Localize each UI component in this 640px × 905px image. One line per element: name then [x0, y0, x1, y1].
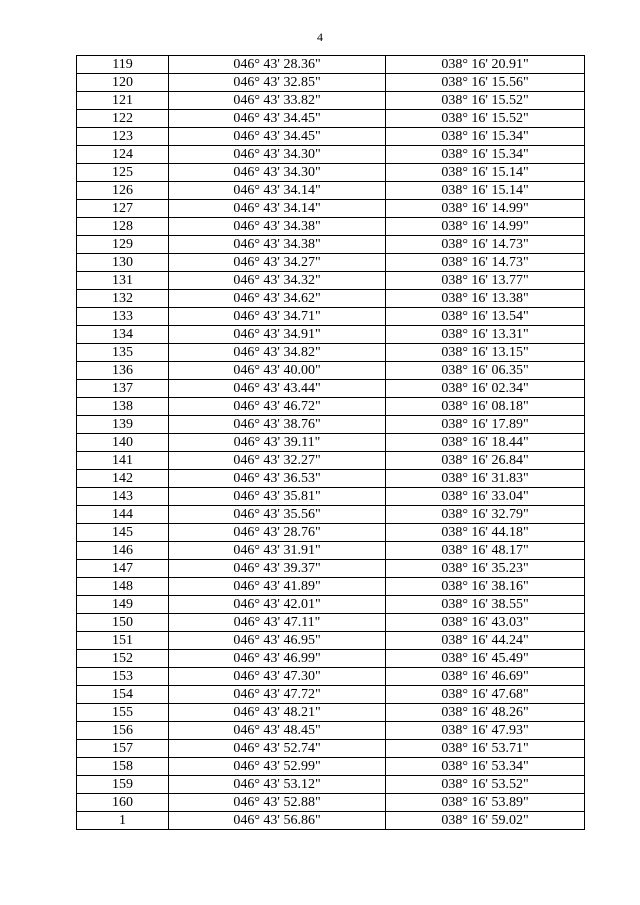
longitude-cell: 046° 43' 52.99" [169, 758, 386, 776]
table-row [77, 416, 585, 434]
longitude-cell: 046° 43' 39.11" [169, 434, 386, 452]
latitude-cell: 038° 16' 18.44" [386, 434, 585, 452]
table-row [77, 272, 585, 290]
longitude-cell: 046° 43' 46.72" [169, 398, 386, 416]
table-row [77, 128, 585, 146]
point-number-cell: 135 [77, 344, 169, 362]
latitude-cell: 038° 16' 53.52" [386, 776, 585, 794]
table-row [77, 380, 585, 398]
longitude-cell: 046° 43' 34.27" [169, 254, 386, 272]
table-row [77, 578, 585, 596]
table-row [77, 542, 585, 560]
latitude-cell: 038° 16' 45.49" [386, 650, 585, 668]
longitude-cell: 046° 43' 34.14" [169, 200, 386, 218]
coordinates-table-body [77, 56, 585, 830]
table-row [77, 740, 585, 758]
latitude-cell: 038° 16' 38.16" [386, 578, 585, 596]
point-number-cell: 126 [77, 182, 169, 200]
point-number-cell: 147 [77, 560, 169, 578]
table-row [77, 308, 585, 326]
table-row [77, 650, 585, 668]
latitude-cell: 038° 16' 26.84" [386, 452, 585, 470]
point-number-cell: 131 [77, 272, 169, 290]
latitude-cell: 038° 16' 15.34" [386, 146, 585, 164]
point-number-cell: 1 [77, 812, 169, 830]
table-row [77, 398, 585, 416]
longitude-cell: 046° 43' 31.91" [169, 542, 386, 560]
point-number-cell: 137 [77, 380, 169, 398]
point-number-cell: 158 [77, 758, 169, 776]
point-number-cell: 160 [77, 794, 169, 812]
longitude-cell: 046° 43' 34.38" [169, 236, 386, 254]
longitude-cell: 046° 43' 38.76" [169, 416, 386, 434]
point-number-cell: 127 [77, 200, 169, 218]
longitude-cell: 046° 43' 53.12" [169, 776, 386, 794]
longitude-cell: 046° 43' 43.44" [169, 380, 386, 398]
latitude-cell: 038° 16' 02.34" [386, 380, 585, 398]
longitude-cell: 046° 43' 32.85" [169, 74, 386, 92]
longitude-cell: 046° 43' 40.00" [169, 362, 386, 380]
point-number-cell: 151 [77, 632, 169, 650]
table-row [77, 326, 585, 344]
table-row [77, 290, 585, 308]
longitude-cell: 046° 43' 42.01" [169, 596, 386, 614]
point-number-cell: 123 [77, 128, 169, 146]
table-row [77, 236, 585, 254]
point-number-cell: 134 [77, 326, 169, 344]
latitude-cell: 038° 16' 38.55" [386, 596, 585, 614]
point-number-cell: 133 [77, 308, 169, 326]
latitude-cell: 038° 16' 35.23" [386, 560, 585, 578]
latitude-cell: 038° 16' 46.69" [386, 668, 585, 686]
table-row [77, 686, 585, 704]
longitude-cell: 046° 43' 34.71" [169, 308, 386, 326]
table-row [77, 506, 585, 524]
table-row [77, 110, 585, 128]
longitude-cell: 046° 43' 48.21" [169, 704, 386, 722]
latitude-cell: 038° 16' 48.17" [386, 542, 585, 560]
point-number-cell: 119 [77, 56, 169, 74]
point-number-cell: 140 [77, 434, 169, 452]
table-row [77, 668, 585, 686]
point-number-cell: 132 [77, 290, 169, 308]
latitude-cell: 038° 16' 53.71" [386, 740, 585, 758]
table-row [77, 344, 585, 362]
table-row [77, 758, 585, 776]
point-number-cell: 156 [77, 722, 169, 740]
page-number: 4 [317, 30, 323, 44]
table-row [77, 146, 585, 164]
latitude-cell: 038° 16' 06.35" [386, 362, 585, 380]
point-number-cell: 153 [77, 668, 169, 686]
table-row [77, 794, 585, 812]
latitude-cell: 038° 16' 14.73" [386, 254, 585, 272]
table-row [77, 218, 585, 236]
point-number-cell: 136 [77, 362, 169, 380]
latitude-cell: 038° 16' 44.18" [386, 524, 585, 542]
latitude-cell: 038° 16' 47.68" [386, 686, 585, 704]
table-row [77, 182, 585, 200]
table-row [77, 632, 585, 650]
coordinates-table [76, 55, 585, 830]
table-row [77, 452, 585, 470]
point-number-cell: 129 [77, 236, 169, 254]
longitude-cell: 046° 43' 48.45" [169, 722, 386, 740]
point-number-cell: 121 [77, 92, 169, 110]
table-row [77, 164, 585, 182]
point-number-cell: 128 [77, 218, 169, 236]
longitude-cell: 046° 43' 36.53" [169, 470, 386, 488]
longitude-cell: 046° 43' 34.45" [169, 110, 386, 128]
longitude-cell: 046° 43' 34.82" [169, 344, 386, 362]
latitude-cell: 038° 16' 47.93" [386, 722, 585, 740]
point-number-cell: 138 [77, 398, 169, 416]
latitude-cell: 038° 16' 15.52" [386, 110, 585, 128]
longitude-cell: 046° 43' 35.56" [169, 506, 386, 524]
point-number-cell: 139 [77, 416, 169, 434]
latitude-cell: 038° 16' 20.91" [386, 56, 585, 74]
point-number-cell: 144 [77, 506, 169, 524]
longitude-cell: 046° 43' 39.37" [169, 560, 386, 578]
point-number-cell: 143 [77, 488, 169, 506]
table-row [77, 776, 585, 794]
latitude-cell: 038° 16' 08.18" [386, 398, 585, 416]
table-row [77, 704, 585, 722]
point-number-cell: 152 [77, 650, 169, 668]
latitude-cell: 038° 16' 14.73" [386, 236, 585, 254]
latitude-cell: 038° 16' 43.03" [386, 614, 585, 632]
point-number-cell: 142 [77, 470, 169, 488]
point-number-cell: 159 [77, 776, 169, 794]
longitude-cell: 046° 43' 32.27" [169, 452, 386, 470]
longitude-cell: 046° 43' 34.32" [169, 272, 386, 290]
table-row [77, 470, 585, 488]
latitude-cell: 038° 16' 53.34" [386, 758, 585, 776]
table-row [77, 362, 585, 380]
table-row [77, 614, 585, 632]
table-row [77, 56, 585, 74]
point-number-cell: 122 [77, 110, 169, 128]
longitude-cell: 046° 43' 56.86" [169, 812, 386, 830]
point-number-cell: 149 [77, 596, 169, 614]
point-number-cell: 155 [77, 704, 169, 722]
point-number-cell: 124 [77, 146, 169, 164]
latitude-cell: 038° 16' 14.99" [386, 200, 585, 218]
latitude-cell: 038° 16' 59.02" [386, 812, 585, 830]
latitude-cell: 038° 16' 44.24" [386, 632, 585, 650]
latitude-cell: 038° 16' 13.31" [386, 326, 585, 344]
longitude-cell: 046° 43' 46.95" [169, 632, 386, 650]
point-number-cell: 150 [77, 614, 169, 632]
longitude-cell: 046° 43' 28.36" [169, 56, 386, 74]
longitude-cell: 046° 43' 33.82" [169, 92, 386, 110]
longitude-cell: 046° 43' 28.76" [169, 524, 386, 542]
latitude-cell: 038° 16' 31.83" [386, 470, 585, 488]
latitude-cell: 038° 16' 15.14" [386, 164, 585, 182]
longitude-cell: 046° 43' 52.88" [169, 794, 386, 812]
longitude-cell: 046° 43' 47.11" [169, 614, 386, 632]
table-row [77, 722, 585, 740]
table-row [77, 200, 585, 218]
longitude-cell: 046° 43' 52.74" [169, 740, 386, 758]
point-number-cell: 154 [77, 686, 169, 704]
longitude-cell: 046° 43' 47.30" [169, 668, 386, 686]
latitude-cell: 038° 16' 15.56" [386, 74, 585, 92]
table-row [77, 92, 585, 110]
table-row [77, 254, 585, 272]
latitude-cell: 038° 16' 32.79" [386, 506, 585, 524]
longitude-cell: 046° 43' 34.38" [169, 218, 386, 236]
table-row [77, 524, 585, 542]
latitude-cell: 038° 16' 53.89" [386, 794, 585, 812]
latitude-cell: 038° 16' 13.77" [386, 272, 585, 290]
longitude-cell: 046° 43' 47.72" [169, 686, 386, 704]
latitude-cell: 038° 16' 13.15" [386, 344, 585, 362]
longitude-cell: 046° 43' 41.89" [169, 578, 386, 596]
latitude-cell: 038° 16' 15.52" [386, 92, 585, 110]
longitude-cell: 046° 43' 35.81" [169, 488, 386, 506]
longitude-cell: 046° 43' 34.91" [169, 326, 386, 344]
table-row [77, 488, 585, 506]
longitude-cell: 046° 43' 46.99" [169, 650, 386, 668]
point-number-cell: 141 [77, 452, 169, 470]
table-row [77, 560, 585, 578]
point-number-cell: 145 [77, 524, 169, 542]
table-row [77, 596, 585, 614]
table-row [77, 434, 585, 452]
point-number-cell: 146 [77, 542, 169, 560]
latitude-cell: 038° 16' 13.38" [386, 290, 585, 308]
longitude-cell: 046° 43' 34.14" [169, 182, 386, 200]
point-number-cell: 157 [77, 740, 169, 758]
longitude-cell: 046° 43' 34.45" [169, 128, 386, 146]
latitude-cell: 038° 16' 17.89" [386, 416, 585, 434]
table-row [77, 812, 585, 830]
point-number-cell: 130 [77, 254, 169, 272]
point-number-cell: 125 [77, 164, 169, 182]
longitude-cell: 046° 43' 34.30" [169, 164, 386, 182]
point-number-cell: 148 [77, 578, 169, 596]
longitude-cell: 046° 43' 34.62" [169, 290, 386, 308]
latitude-cell: 038° 16' 13.54" [386, 308, 585, 326]
longitude-cell: 046° 43' 34.30" [169, 146, 386, 164]
latitude-cell: 038° 16' 14.99" [386, 218, 585, 236]
latitude-cell: 038° 16' 15.34" [386, 128, 585, 146]
latitude-cell: 038° 16' 15.14" [386, 182, 585, 200]
table-row [77, 74, 585, 92]
latitude-cell: 038° 16' 33.04" [386, 488, 585, 506]
latitude-cell: 038° 16' 48.26" [386, 704, 585, 722]
point-number-cell: 120 [77, 74, 169, 92]
